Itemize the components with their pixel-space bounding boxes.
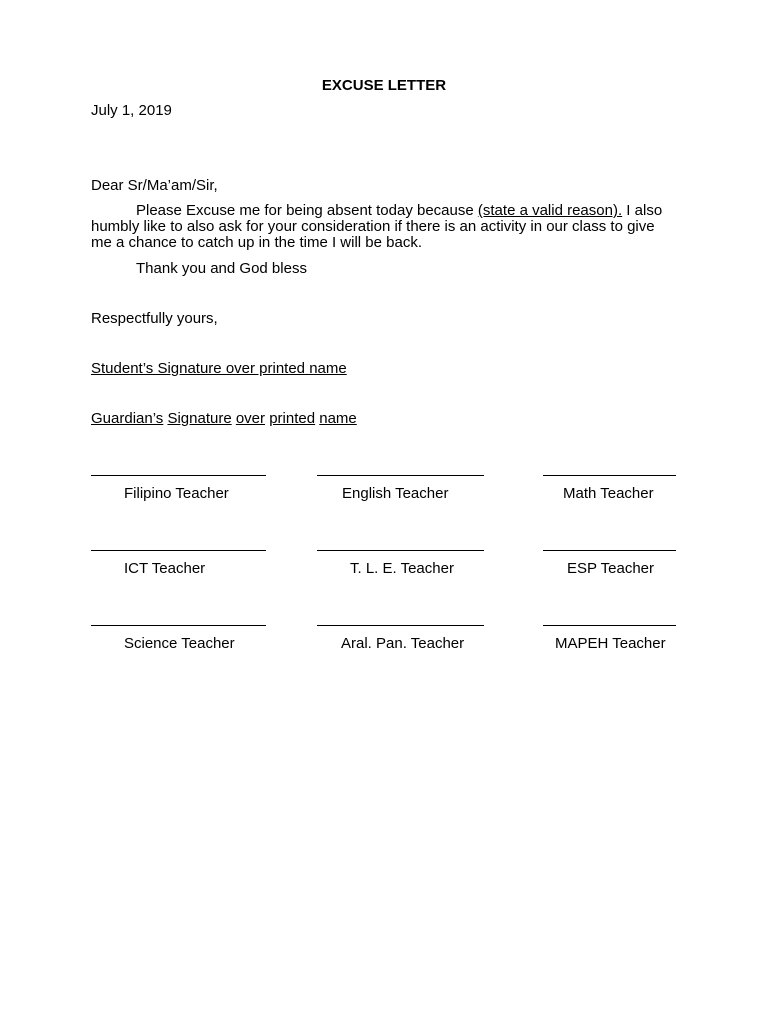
student-signature-label: Student’s Signature over printed name <box>91 360 347 377</box>
guardian-word: name <box>319 410 357 427</box>
guardian-word: Guardian’s <box>91 410 164 427</box>
guardian-word: over <box>235 410 266 427</box>
teacher-label: ESP Teacher <box>567 560 655 577</box>
signature-line <box>317 475 484 476</box>
body-text-part2: I also humbly like to also ask for your consideration if there is an activity in our class to give me a chance to catch up in the time I will be back. <box>91 202 663 251</box>
thanks-line: Thank you and God bless <box>136 260 307 277</box>
closing-line: Respectfully yours, <box>91 310 218 327</box>
teacher-label: T. L. E. Teacher <box>350 560 454 577</box>
teacher-label: Math Teacher <box>563 485 654 502</box>
letter-date: July 1, 2019 <box>91 102 172 119</box>
signature-line <box>91 625 266 626</box>
guardian-signature-label <box>91 410 357 427</box>
letter-title: EXCUSE LETTER <box>321 77 447 94</box>
teacher-label: Science Teacher <box>124 635 235 652</box>
guardian-word: printed <box>269 410 316 427</box>
teacher-label: Aral. Pan. Teacher <box>341 635 465 652</box>
teacher-label: Filipino Teacher <box>124 485 229 502</box>
body-paragraph <box>91 203 673 251</box>
teacher-label: ICT Teacher <box>124 560 206 577</box>
signature-line <box>543 475 676 476</box>
reason-placeholder: (state a valid reason). <box>477 202 623 219</box>
body-text-part1: Please Excuse me for being absent today because <box>136 202 478 219</box>
signature-line <box>317 550 484 551</box>
guardian-word: Signature <box>167 410 232 427</box>
salutation: Dear Sr/Ma’am/Sir, <box>91 177 218 194</box>
teacher-label: MAPEH Teacher <box>555 635 666 652</box>
teacher-label: English Teacher <box>342 485 449 502</box>
signature-line <box>91 475 266 476</box>
signature-line <box>543 625 676 626</box>
signature-line <box>317 625 484 626</box>
signature-line <box>91 550 266 551</box>
signature-line <box>543 550 676 551</box>
